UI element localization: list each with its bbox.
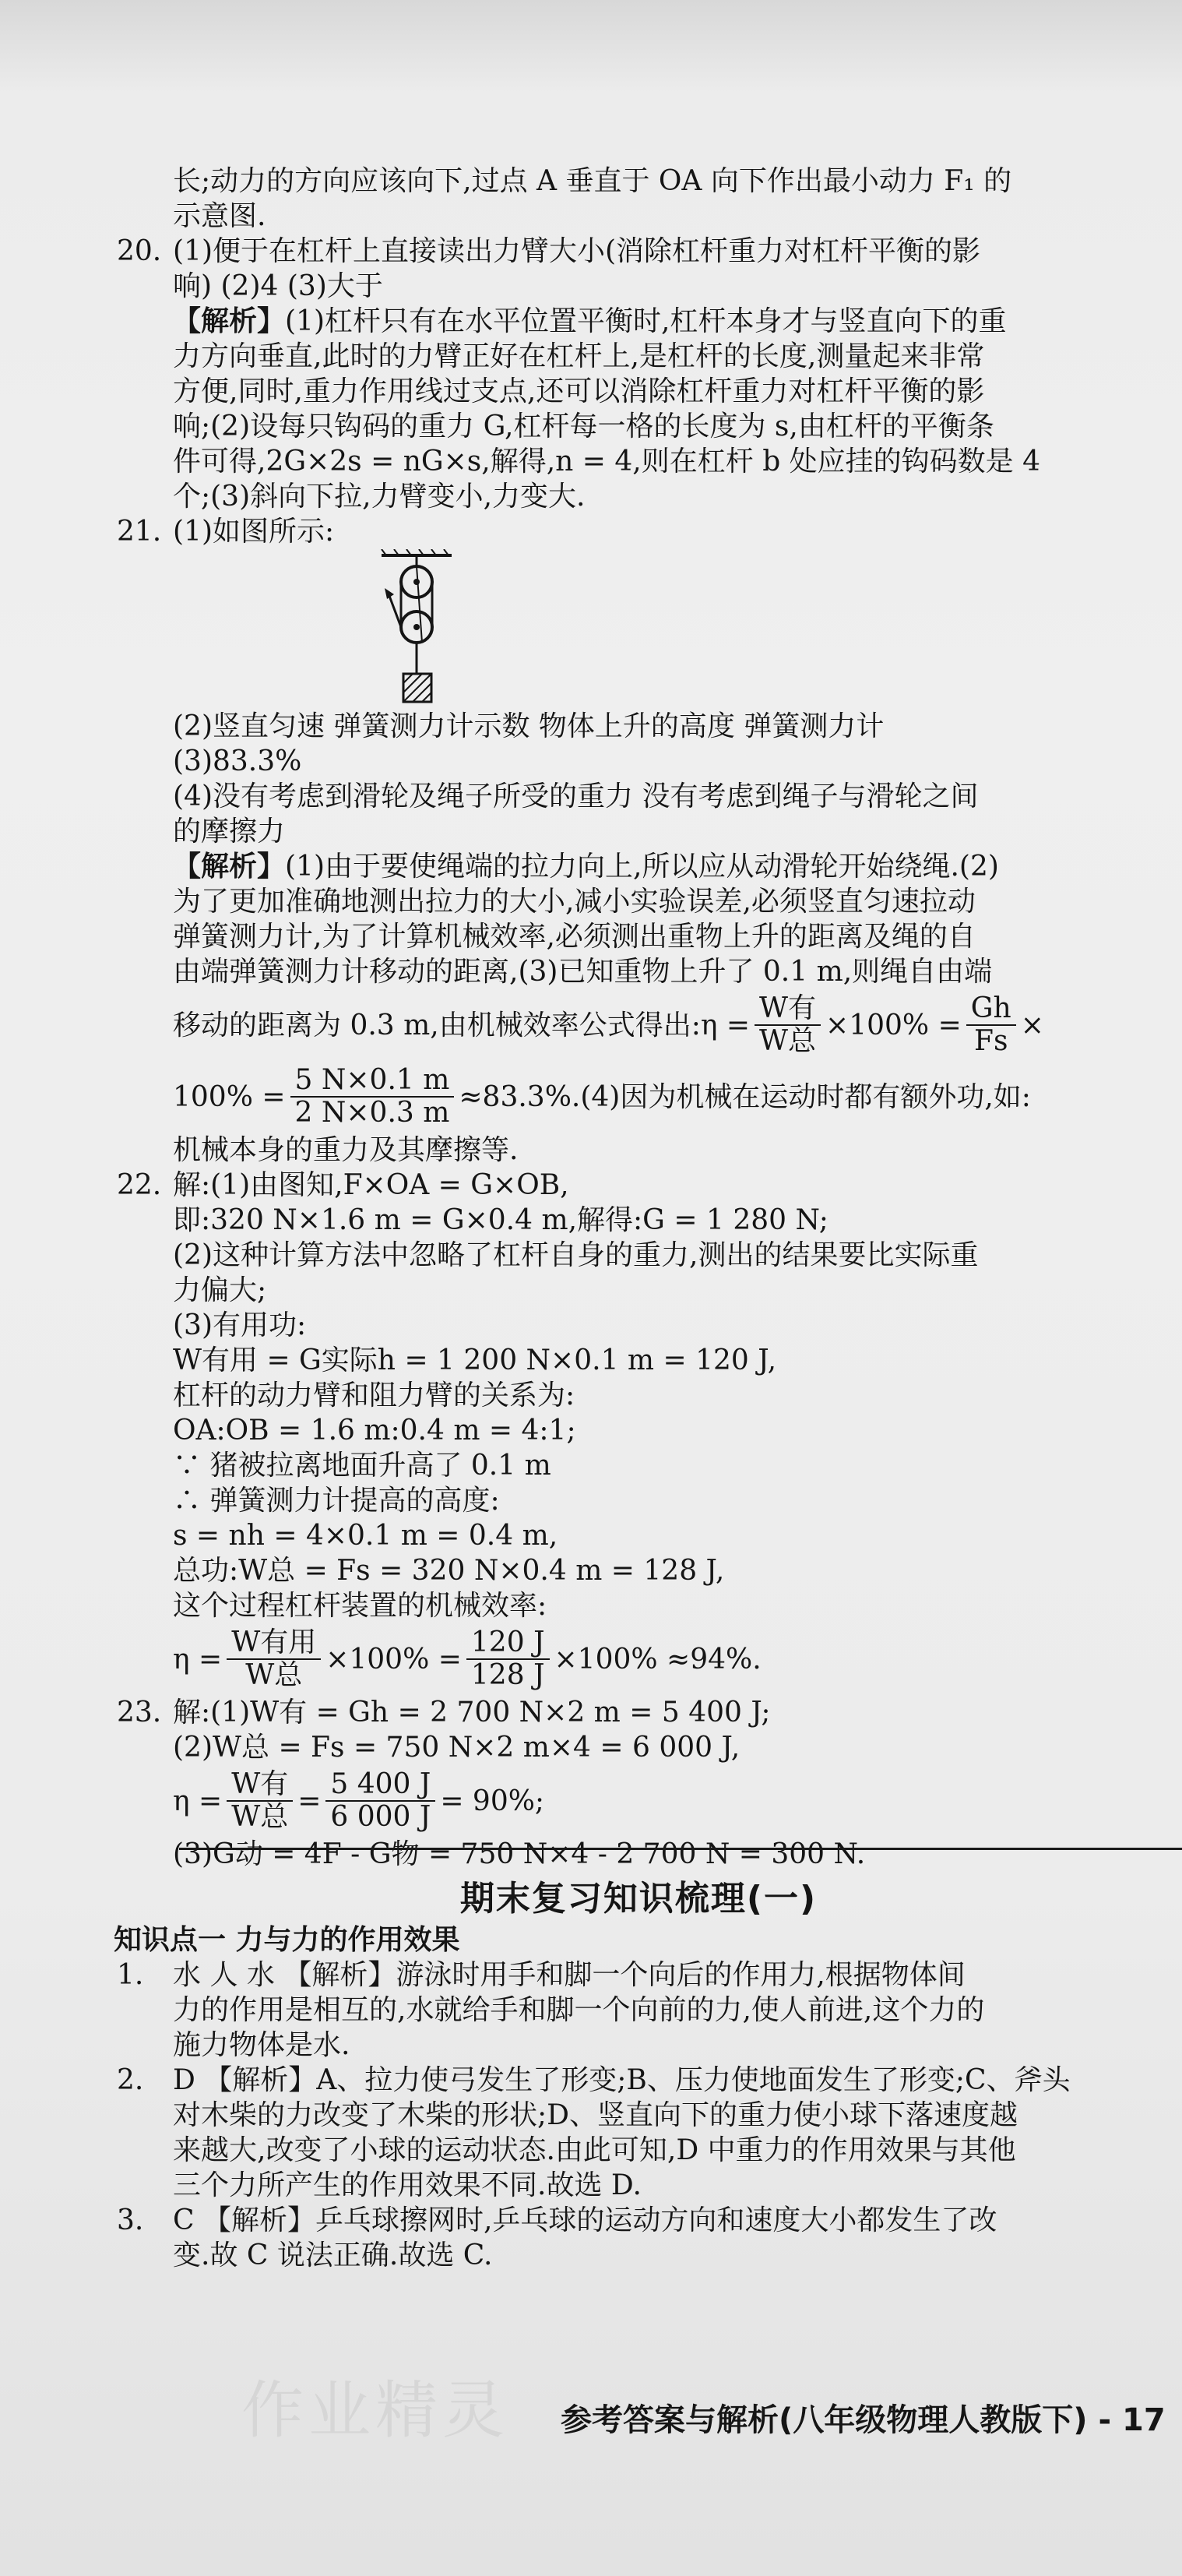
watermark: 作业精灵 bbox=[241, 2374, 509, 2447]
k2-number: 2. bbox=[117, 2064, 144, 2096]
q22-line9: ∵ 猪被拉离地面升高了 0.1 m bbox=[173, 1450, 551, 1482]
analysis-tag: 【解析】 bbox=[173, 305, 286, 337]
section-title: 期末复习知识梳理(一) bbox=[459, 1879, 818, 1919]
q22-line11: s = nh = 4×0.1 m = 0.4 m, bbox=[173, 1520, 558, 1552]
page-footer: 参考答案与解析(八年级物理人教版下) - 17 bbox=[561, 2402, 1166, 2438]
q22-line4: 力偏大; bbox=[173, 1274, 267, 1306]
q23-number: 23. bbox=[117, 1697, 162, 1728]
q21-part4-line1: (4)没有考虑到滑轮及绳子所受的重力 没有考虑到绳子与滑轮之间 bbox=[173, 781, 979, 812]
q21-efficiency-formula: 移动的距离为 0.3 m,由机械效率公式得出:η = $\frac{\text{W有}}{\text{W总}}$ ×100% = $\frac{Gh}{Fs}$ × bbox=[173, 992, 1044, 1057]
q20-answer-line1: (1)便于在杠杆上直接读出力臂大小(消除杠杆重力对杠杆平衡的影 bbox=[173, 235, 981, 267]
q22-line13: 这个过程杠杆装置的机械效率: bbox=[173, 1590, 547, 1622]
q21-analysis-line3: 弹簧测力计,为了计算机械效率,必须测出重物上升的距离及绳的自 bbox=[173, 921, 976, 953]
k2-line1: 2. D 【解析】A、拉力使弓发生了形变;B、压力使地面发生了形变;C、斧头 bbox=[117, 2064, 1071, 2096]
q22-line12: 总功:W总 = Fs = 320 N×0.4 m = 128 J, bbox=[173, 1555, 725, 1587]
q23-efficiency-formula: η = $\frac{\text{W有}}{\text{W总}}$ = $\frac{5 400 J}{6 000 J}$ = 90%; bbox=[173, 1768, 545, 1833]
q22-line6: W有用 = G实际h = 1 200 N×0.1 m = 120 J, bbox=[173, 1344, 777, 1376]
q22-number: 22. bbox=[117, 1169, 162, 1201]
section-divider bbox=[179, 1848, 1182, 1850]
k1-number: 1. bbox=[117, 1959, 144, 1991]
q20-analysis-line4: 响;(2)设每只钩码的重力 G,杠杆每一格的长度为 s,由杠杆的平衡条 bbox=[173, 411, 994, 442]
q21-analysis-line2: 为了更加准确地测出拉力的大小,减小实验误差,必须竖直匀速拉动 bbox=[173, 886, 976, 918]
q21-part4-line2: 的摩擦力 bbox=[173, 816, 286, 848]
q21-part1: 21. (1)如图所示: bbox=[117, 516, 335, 548]
k2-line4: 三个力所产生的作用效果不同.故选 D. bbox=[173, 2169, 642, 2201]
q20-answer-line2: 响) (2)4 (3)大于 bbox=[173, 270, 383, 302]
q21-part2: (2)竖直匀速 弹簧测力计示数 物体上升的高度 弹簧测力计 bbox=[173, 710, 885, 742]
k1-line2: 力的作用是相互的,水就给手和脚一个向前的力,使人前进,这个力的 bbox=[173, 1994, 985, 2026]
q20-analysis-line6: 个;(3)斜向下拉,力臂变小,力变大. bbox=[173, 481, 586, 513]
k3-number: 3. bbox=[117, 2204, 144, 2236]
k2-line2: 对木柴的力改变了木柴的形状;D、竖直向下的重力使小球下落速度越 bbox=[173, 2099, 1018, 2131]
q21-analysis-end: 机械本身的重力及其摩擦等. bbox=[173, 1134, 519, 1166]
q22-line5: (3)有用功: bbox=[173, 1309, 307, 1341]
fraction: $\frac{Gh}{Fs}$ bbox=[966, 993, 1016, 1057]
fraction: $\frac{120 J}{128 J}$ bbox=[466, 1627, 550, 1691]
fraction: $\frac{\text{W有}}{\text{W总}}$ bbox=[755, 993, 821, 1057]
q23-line3: (3)G动 = 4F - G物 = 750 N×4 - 2 700 N = 300 N. bbox=[173, 1838, 866, 1870]
q20-number: 20. bbox=[117, 235, 162, 267]
q22-efficiency-formula: η = $\frac{\text{W有用}}{\text{W总}}$ ×100% = $\frac{120 J}{128 J}$ ×100% ≈94%. bbox=[173, 1626, 762, 1691]
q20-analysis-line2: 力方向垂直,此时的力臂正好在杠杆上,是杠杆的长度,测量起来非常 bbox=[173, 340, 985, 372]
q21-analysis-line4: 由端弹簧测力计移动的距离,(3)已知重物上升了 0.1 m,则绳自由端 bbox=[173, 956, 993, 988]
q21-efficiency-calc: 100% = $\frac{5 N\times 0.1 m}{2 N\times 0.3 m}$ ≈83.3%.(4)因为机械在运动时都有额外功,如: bbox=[173, 1064, 1031, 1129]
q21-analysis-line1: 【解析】(1)由于要使绳端的拉力向上,所以应从动滑轮开始绕绳.(2) bbox=[173, 850, 999, 883]
q21-part3: (3)83.3% bbox=[173, 745, 302, 777]
knowledge-point-heading: 知识点一 力与力的作用效果 bbox=[114, 1924, 460, 1956]
analysis-tag: 【解析】 bbox=[173, 850, 286, 883]
fraction: $\frac{\text{W有}}{\text{W总}}$ bbox=[227, 1769, 293, 1833]
q22-line2: 即:320 N×1.6 m = G×0.4 m,解得:G = 1 280 N; bbox=[173, 1204, 828, 1236]
answer-content bbox=[114, 164, 1160, 2273]
q20-answer bbox=[117, 234, 1160, 269]
q22-line8: OA:OB = 1.6 m:0.4 m = 4:1; bbox=[173, 1415, 576, 1447]
k1-line1: 1. 水 人 水 【解析】游泳时用手和脚一个向后的作用力,根据物体间 bbox=[117, 1959, 966, 1991]
q23-line2: (2)W总 = Fs = 750 N×2 m×4 = 6 000 J, bbox=[173, 1732, 741, 1764]
q20-analysis-line5: 件可得,2G×2s = nG×s,解得,n = 4,则在杠杆 b 处应挂的钩码数是 4 bbox=[173, 446, 1041, 477]
q22-line10: ∴ 弹簧测力计提高的高度: bbox=[173, 1485, 500, 1517]
q23-line1: 23. 解:(1)W有 = Gh = 2 700 N×2 m = 5 400 J; bbox=[117, 1697, 771, 1728]
q19-tail-line2: 示意图. bbox=[173, 200, 266, 232]
fraction: $\frac{5 N\times 0.1 m}{2 N\times 0.3 m}$ bbox=[290, 1065, 455, 1129]
fraction: $\frac{5 400 J}{6 000 J}$ bbox=[325, 1769, 435, 1833]
q22-line3: (2)这种计算方法中忽略了杠杆自身的重力,测出的结果要比实际重 bbox=[173, 1239, 979, 1271]
q22-line7: 杠杆的动力臂和阻力臂的关系为: bbox=[173, 1380, 575, 1411]
k3-line1: 3. C 【解析】乒乓球擦网时,乒乓球的运动方向和速度大小都发生了改 bbox=[117, 2204, 997, 2236]
q22-line1: 22. 解:(1)由图知,F×OA = G×OB, bbox=[117, 1169, 569, 1201]
pulley-diagram bbox=[374, 549, 483, 709]
k2-line3: 来越大,改变了小球的运动状态.由此可知,D 中重力的作用效果与其他 bbox=[173, 2134, 1016, 2166]
q20-analysis-line1: 【解析】(1)杠杆只有在水平位置平衡时,杠杆本身才与竖直向下的重 bbox=[173, 305, 1007, 337]
q21-number: 21. bbox=[117, 516, 162, 548]
k1-line3: 施力物体是水. bbox=[173, 2029, 350, 2061]
k3-line2: 变.故 C 说法正确.故选 C. bbox=[173, 2239, 493, 2271]
q19-tail-line1: 长;动力的方向应该向下,过点 A 垂直于 OA 向下作出最小动力 F₁ 的 bbox=[173, 165, 1012, 197]
fraction: $\frac{\text{W有用}}{\text{W总}}$ bbox=[227, 1627, 321, 1691]
q20-analysis-line3: 方便,同时,重力作用线过支点,还可以消除杠杆重力对杠杆平衡的影 bbox=[173, 375, 985, 407]
